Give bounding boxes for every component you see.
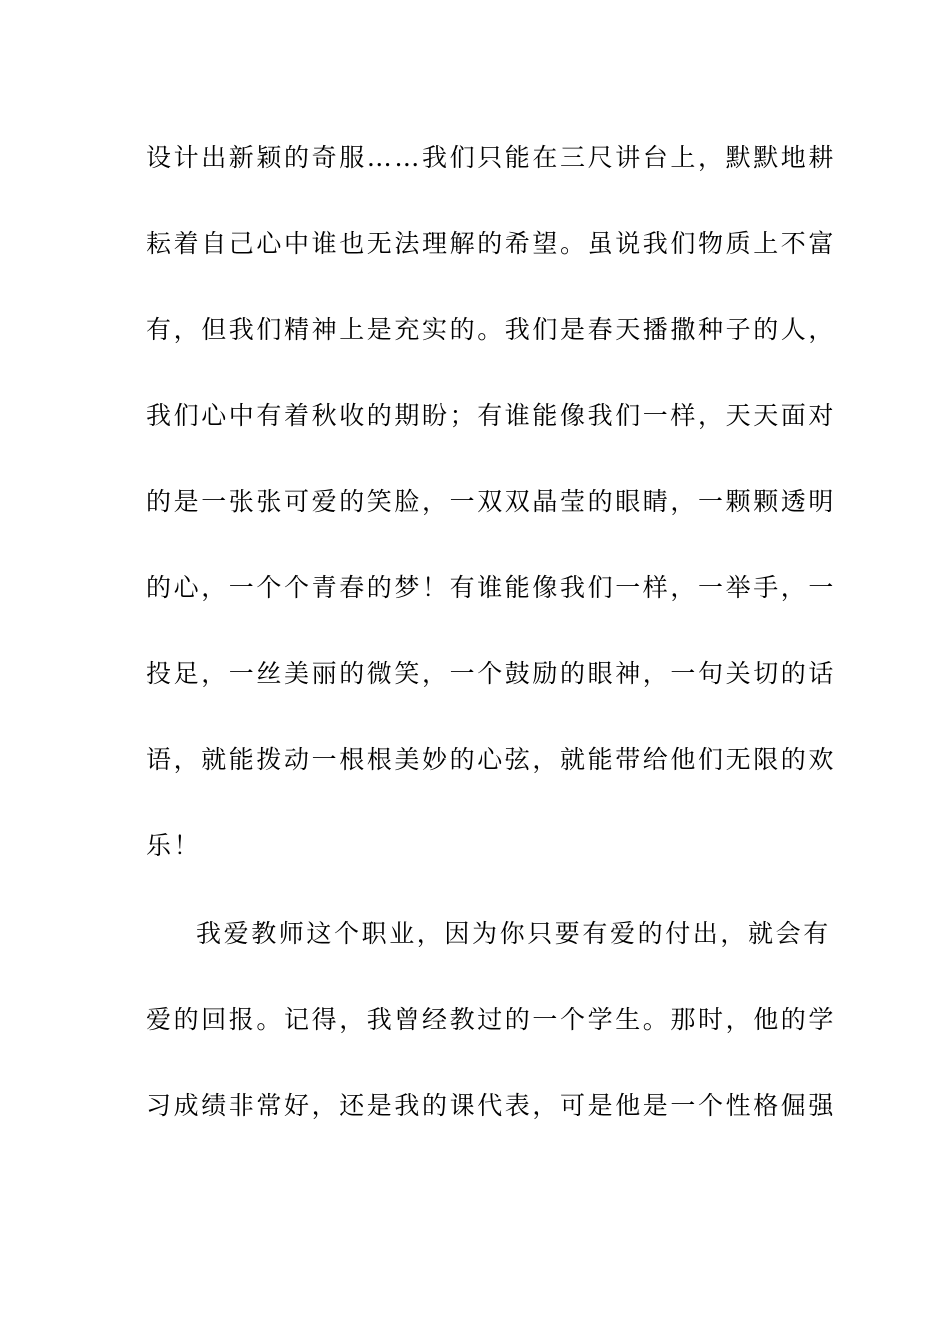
paragraph-line-6: 的心，一个个青春的梦！有谁能像我们一样，一举手，一 — [146, 573, 837, 602]
paragraph-line-3: 有，但我们精神上是充实的。我们是春天播撒种子的人， — [146, 315, 837, 344]
paragraph-line-5: 的是一张张可爱的笑脸，一双双晶莹的眼睛，一颗颗透明 — [146, 487, 837, 516]
paragraph-line-2: 耘着自己心中谁也无法理解的希望。虽说我们物质上不富 — [146, 229, 837, 258]
paragraph-line-4: 我们心中有着秋收的期盼；有谁能像我们一样，天天面对 — [146, 401, 837, 430]
paragraph-2-line-3: 习成绩非常好，还是我的课代表，可是他是一个性格倔强 — [146, 1091, 837, 1120]
paragraph-line-8: 语，就能拨动一根根美妙的心弦，就能带给他们无限的欢 — [146, 745, 837, 774]
paragraph-line-7: 投足，一丝美丽的微笑，一个鼓励的眼神，一句关切的话 — [146, 659, 837, 688]
paragraph-2-line-2: 爱的回报。记得，我曾经教过的一个学生。那时，他的学 — [146, 1005, 837, 1034]
paragraph-2-line-1: 我爱教师这个职业，因为你只要有爱的付出，就会有 — [196, 919, 831, 948]
paragraph-line-9: 乐！ — [146, 831, 202, 860]
paragraph-line-1: 设计出新颖的奇服……我们只能在三尺讲台上，默默地耕 — [146, 143, 837, 172]
